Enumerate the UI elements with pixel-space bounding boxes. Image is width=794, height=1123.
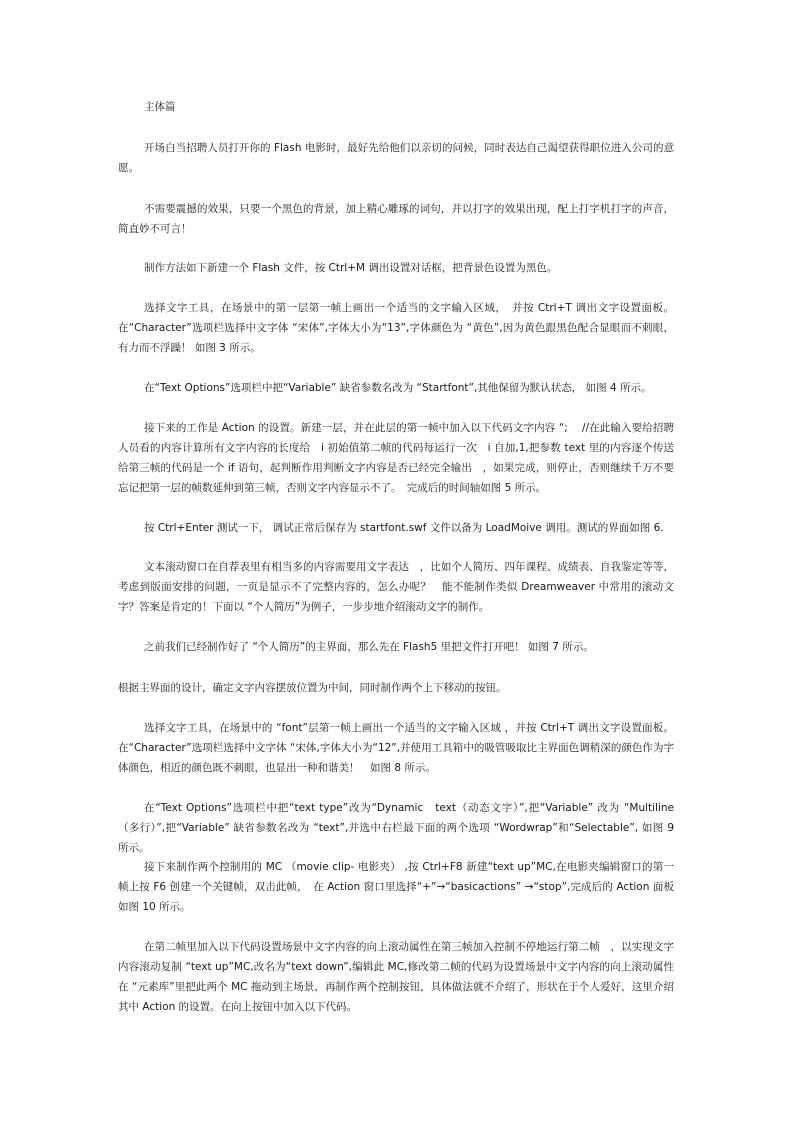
paragraph-dynamic-text: 在“Text Options”选项栏中把“text type”改为“Dynamic text（动态文字）”,把“Variable” 改为 “Multiline （多行）”,把“Variable” 缺省参数名改为 “text”,并选中右栏最下面的两个选项 “Wordwrap”和“Selectable”, 如图 9 所示。: [118, 802, 685, 854]
paragraph-layout: 根据主界面的设计，确定文字内容摆放位置为中间，同时制作两个上下移动的按钮。: [118, 682, 507, 694]
paragraph-scroll-code: 在第二帧里加入以下代码设置场景中文字内容的向上滚动属性在第三帧加入控制不停地运行第二帧 ，以实现文字内容滚动复制 “text up”MC,改名为“text down”,编辑此 MC,修改第二帧的代码为设置场景中文字内容的向上滚动属性在 “元素库”里把此两个 MC 拖动到主场景，再制作两个控制按钮，具体做法就不介绍了，形状在于个人爱好，这里介绍其中 Action 的设置。在向上按钮中加入以下代码。: [118, 941, 674, 1013]
paragraph-text-options: 在“Text Options”选项栏中把“Variable” 缺省参数名改为 “Startfont”,其他保留为默认状态， 如图 4 所示。: [144, 382, 652, 394]
paragraph-open-file: 之前我们已经制作好了 “个人简历”的主界面，那么先在 Flash5 里把文件打开吧！ 如图 7 所示。: [144, 641, 594, 653]
paragraph-test: 按 Ctrl+Enter 测试一下， 调试正常后保存为 startfont.swf 文件以备为 LoadMoive 调用。测试的界面如图 6.: [144, 522, 664, 534]
paragraph-text-tool: 选择文字工具，在场景中的第一层第一帧上画出一个适当的文字输入区域， 并按 Ctrl+T 调出文字设置面板。在“Character”选项栏选择中文字体 “宋体”,字体大小为“13”,字体颜色为 “黄色”,因为黄色跟黑色配合显眼而不刺眼，有力而不浮躁！ 如图 3 所示。: [118, 302, 674, 354]
section-heading: 主体篇: [144, 101, 176, 113]
paragraph-movie-clips: 接下来制作两个控制用的 MC （movie clip- 电影夹） ,按 Ctrl+F8 新建“text up”MC,在电影夹编辑窗口的第一帧上按 F6 创建一个关键帧，双击此帧， 在 Action 窗口里选择“+”→“basicactions” →“stop”,完成后的 Action 面板如图 10 所示。: [118, 861, 674, 913]
paragraph-effect: 不需要震撼的效果，只要一个黑色的背景，加上精心雕琢的词句，并以打字的效果出现，配上打字机打字的声音，简直妙不可言！: [118, 203, 674, 235]
paragraph-greeting: 开场白当招聘人员打开你的 Flash 电影时，最好先给他们以亲切的问候，同时表达自己渴望获得职位进入公司的意愿。: [118, 142, 674, 174]
paragraph-action: 接下来的工作是 Action 的设置。新建一层，并在此层的第一帧中加入以下代码文字内容 “; //在此输入要给招聘人员看的内容计算所有文字内容的长度给 i 初始值第二帧的代码每运行一次 i 自加,1,把参数 text 里的内容逐个传送给第三帧的代码是一个 if 语句，起判断作用判断文字内容是否已经完全输出 ，如果完成，则停止，否则继续千万不要忘记把第一层的帧数延伸到第三帧，否则文字内容显示不了。 完成后的时间轴如图 5 所示。: [118, 422, 674, 494]
paragraph-font-layer: 选择文字工具，在场景中的 “font”层第一帧上画出一个适当的文字输入区域 ，并按 Ctrl+T 调出文字设置面板。在“Character”选项栏选择中文字体 “宋体,字体大小为“12”,并使用工具箱中的吸管吸取比主界面色调稍深的颜色作为字体颜色，相近的颜色既不刺眼，也显出一种和谐美！ 如图 8 所示。: [118, 722, 674, 774]
paragraph-method: 制作方法如下新建一个 Flash 文件，按 Ctrl+M 调出设置对话框，把背景色设置为黑色。: [144, 262, 558, 274]
paragraph-scroll-window: 文本滚动窗口在自荐表里有相当多的内容需要用文字表达 ，比如个人简历、四年课程、成绩表、自我鉴定等等，考虑到版面安排的问题，一页是显示不了完整内容的，怎么办呢？ 能不能制作类似 Dreamweaver 中常用的滚动文字？答案是肯定的！下面以 “个人简历”为例子，一步步地介绍滚动文字的制作。: [118, 561, 674, 613]
